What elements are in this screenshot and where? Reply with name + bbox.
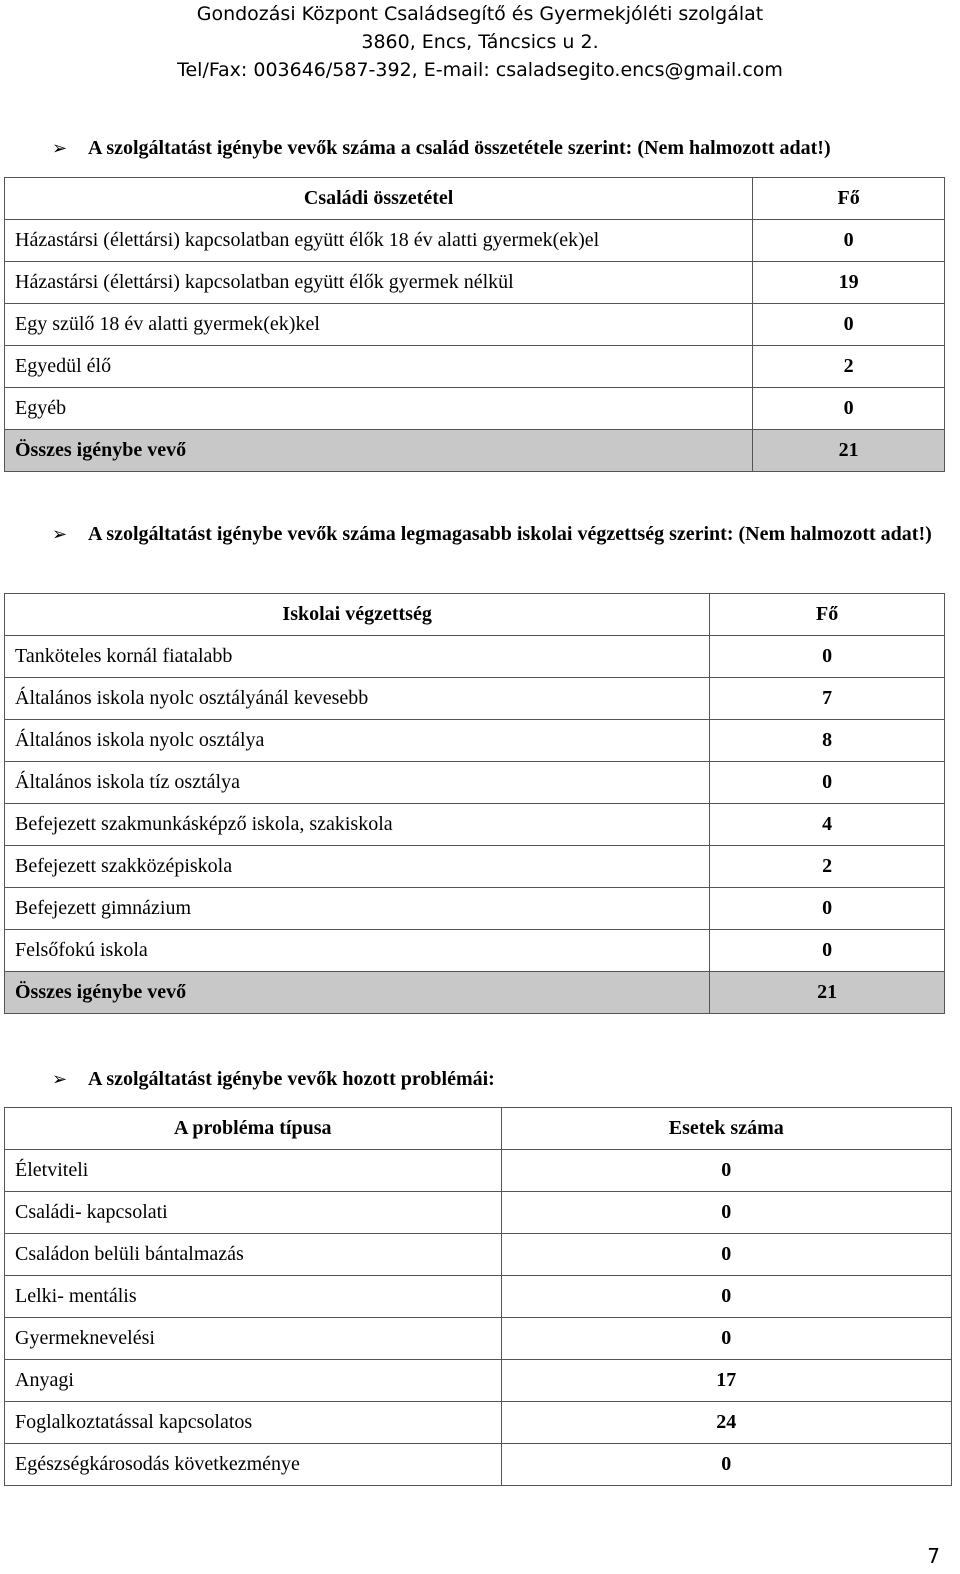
column-header: Fő [710, 594, 945, 636]
family-composition-table [4, 177, 945, 472]
row-label: Tanköteles kornál fiatalabb [5, 636, 710, 678]
column-header: Fő [753, 178, 945, 220]
table-row [5, 1192, 952, 1234]
row-label: Befejezett szakközépiskola [5, 846, 710, 888]
row-value: 0 [753, 388, 945, 430]
row-value: 0 [753, 304, 945, 346]
header-contact: Tel/Fax: 003646/587-392, E-mail: csaladsegito.encs@gmail.com [177, 59, 783, 81]
header-address: 3860, Encs, Táncsics u 2. [361, 31, 599, 53]
row-value: 24 [501, 1402, 951, 1444]
total-label: Összes igénybe vevő [5, 972, 710, 1014]
table-header-row [5, 594, 945, 636]
table-header-row [5, 1108, 952, 1150]
row-value: 0 [501, 1276, 951, 1318]
table-row [5, 1402, 952, 1444]
education-table [4, 593, 945, 1014]
row-label: Befejezett gimnázium [5, 888, 710, 930]
table-row [5, 1360, 952, 1402]
table-row [5, 720, 945, 762]
table-row [5, 388, 945, 430]
row-value: 0 [501, 1318, 951, 1360]
row-value: 17 [501, 1360, 951, 1402]
arrow-bullet-icon: ➢ [52, 138, 68, 159]
row-value: 0 [501, 1444, 951, 1486]
column-header: Esetek száma [501, 1108, 951, 1150]
table-row [5, 762, 945, 804]
row-label: Foglalkoztatással kapcsolatos [5, 1402, 502, 1444]
table-row [5, 1276, 952, 1318]
row-label: Gyermeknevelési [5, 1318, 502, 1360]
problems-table [4, 1107, 952, 1486]
section1-heading: ➢ A szolgáltatást igénybe vevők száma a család összetétele szerint: (Nem halmozott adat!) [52, 134, 940, 163]
row-value: 2 [753, 346, 945, 388]
row-label: Egészségkárosodás következménye [5, 1444, 502, 1486]
row-label: Egyéb [5, 388, 753, 430]
row-value: 0 [501, 1150, 951, 1192]
table-row [5, 220, 945, 262]
total-row [5, 972, 945, 1014]
row-value: 8 [710, 720, 945, 762]
table-row [5, 888, 945, 930]
table-row [5, 930, 945, 972]
row-value: 0 [501, 1192, 951, 1234]
header-organization: Gondozási Központ Családsegítő és Gyermekjóléti szolgálat [196, 3, 764, 25]
arrow-bullet-icon: ➢ [52, 1069, 68, 1090]
table-header-row [5, 178, 945, 220]
total-value: 21 [710, 972, 945, 1014]
row-value: 0 [501, 1234, 951, 1276]
row-value: 0 [710, 762, 945, 804]
table-row [5, 804, 945, 846]
row-label: Családi- kapcsolati [5, 1192, 502, 1234]
row-label: Befejezett szakmunkásképző iskola, szakiskola [5, 804, 710, 846]
row-value: 0 [753, 220, 945, 262]
table-row [5, 1444, 952, 1486]
row-label: Egy szülő 18 év alatti gyermek(ek)kel [5, 304, 753, 346]
table-row [5, 304, 945, 346]
row-value: 0 [710, 888, 945, 930]
row-value: 4 [710, 804, 945, 846]
arrow-bullet-icon: ➢ [52, 524, 68, 545]
total-row [5, 430, 945, 472]
table-row [5, 636, 945, 678]
row-value: 0 [710, 930, 945, 972]
table-row [5, 846, 945, 888]
page-header [0, 0, 960, 84]
page-number: 7 [927, 1544, 940, 1568]
column-header: Iskolai végzettség [5, 594, 710, 636]
row-label: Általános iskola nyolc osztálya [5, 720, 710, 762]
table-row [5, 1318, 952, 1360]
row-label: Általános iskola nyolc osztályánál kevesebb [5, 678, 710, 720]
total-value: 21 [753, 430, 945, 472]
row-label: Házastársi (élettársi) kapcsolatban együtt élők gyermek nélkül [5, 262, 753, 304]
table-row [5, 262, 945, 304]
row-value: 19 [753, 262, 945, 304]
total-label: Összes igénybe vevő [5, 430, 753, 472]
section2-heading: ➢ A szolgáltatást igénybe vevők száma legmagasabb iskolai végzettség szerint: (Nem halmozott adat!) [52, 520, 940, 549]
table-row [5, 678, 945, 720]
row-label: Házastársi (élettársi) kapcsolatban együtt élők 18 év alatti gyermek(ek)el [5, 220, 753, 262]
row-label: Lelki- mentális [5, 1276, 502, 1318]
section3-heading: ➢ A szolgáltatást igénybe vevők hozott problémái: [52, 1065, 940, 1094]
row-label: Családon belüli bántalmazás [5, 1234, 502, 1276]
table-row [5, 1150, 952, 1192]
row-value: 7 [710, 678, 945, 720]
row-label: Anyagi [5, 1360, 502, 1402]
column-header: Családi összetétel [5, 178, 753, 220]
row-label: Általános iskola tíz osztálya [5, 762, 710, 804]
row-label: Egyedül élő [5, 346, 753, 388]
row-label: Életviteli [5, 1150, 502, 1192]
table-row [5, 346, 945, 388]
row-label: Felsőfokú iskola [5, 930, 710, 972]
table-row [5, 1234, 952, 1276]
row-value: 2 [710, 846, 945, 888]
column-header: A probléma típusa [5, 1108, 502, 1150]
row-value: 0 [710, 636, 945, 678]
